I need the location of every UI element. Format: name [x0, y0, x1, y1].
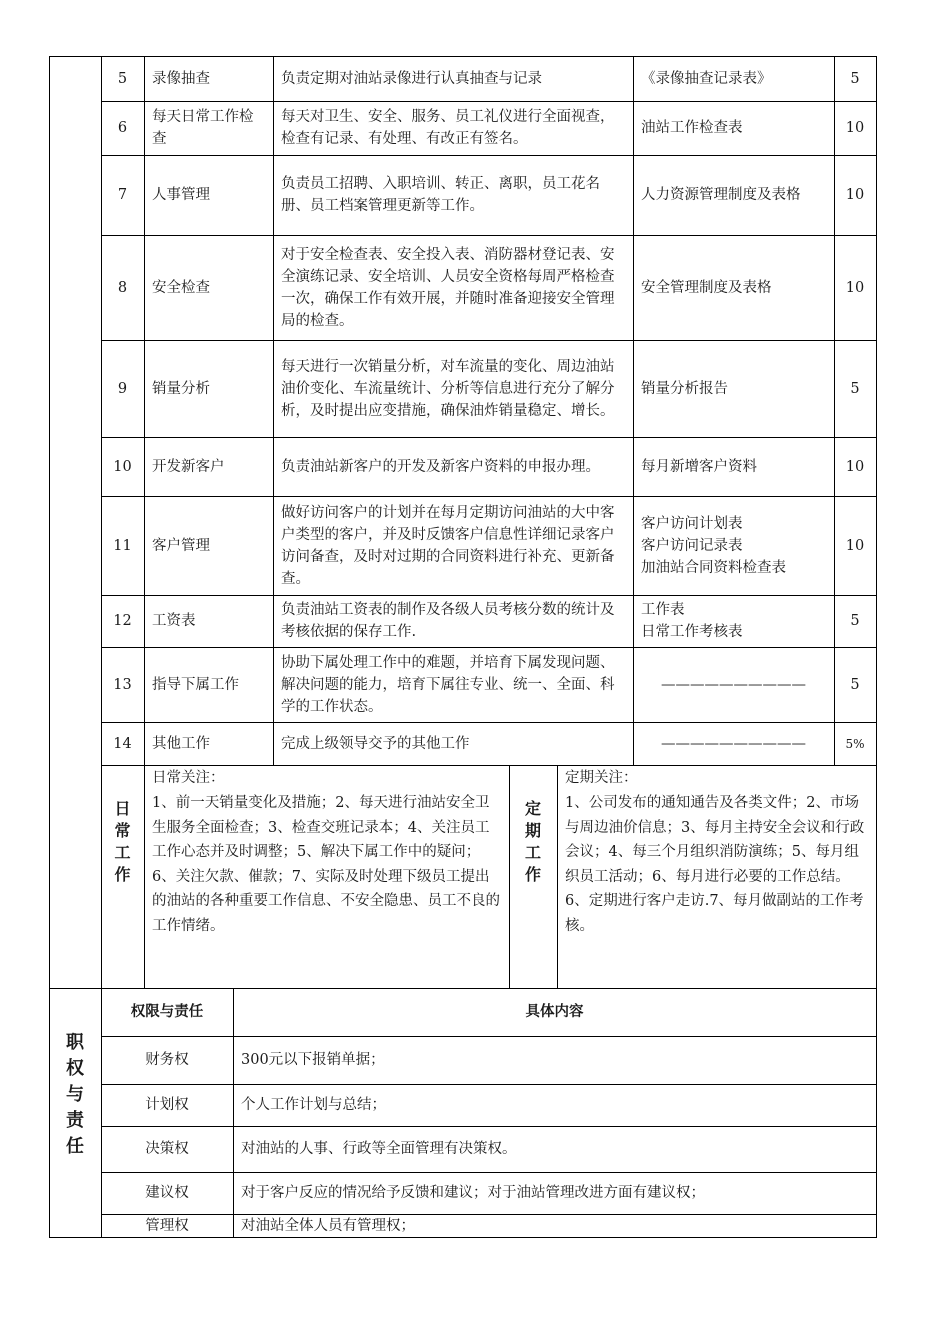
- task-weight: 5: [850, 676, 860, 693]
- task-output: 油站工作检查表: [641, 120, 743, 136]
- authority-header-left: 权限与责任: [130, 1004, 204, 1020]
- task-item: 开发新客户: [152, 458, 225, 475]
- authority-content: 300元以下报销单据；: [241, 1052, 385, 1068]
- task-weight: 10: [845, 187, 865, 203]
- task-number: 11: [113, 537, 132, 554]
- authority-content: 对油站的人事、行政等全面管理有决策权。: [241, 1141, 517, 1157]
- task-item: 每天日常工作检查: [152, 109, 254, 147]
- task-output: 《录像抽查记录表》: [641, 70, 772, 87]
- authority-content: 对油站全体人员有管理权；: [241, 1218, 415, 1234]
- task-number: 12: [113, 613, 132, 629]
- task-description: 每天进行一次销量分析，对车流量的变化、周边油站油价变化、车流量统计、分析等信息进行充分了解分析，及时提出应变措施，确保油炸销量稳定、增长。: [281, 358, 615, 419]
- task-weight: 5: [850, 380, 860, 397]
- authority-name: 建议权: [145, 1185, 189, 1201]
- table-horizontal-rule: [101, 765, 876, 766]
- authority-section-label: [49, 988, 101, 1238]
- task-weight: 10: [845, 537, 865, 554]
- task-weight: 5%: [845, 736, 865, 751]
- task-description: 协助下属处理工作中的难题，并培育下属发现问题、解决问题的能力，培育下属往专业、统一、全面、科学的工作状态。: [281, 654, 615, 715]
- task-output: ——————————: [661, 676, 806, 693]
- task-description: 负责员工招聘、入职培训、转正、离职，员工花名册、员工档案管理更新等工作。: [281, 176, 600, 214]
- task-number: 9: [117, 380, 128, 397]
- authority-name: 决策权: [145, 1141, 189, 1157]
- task-description: 负责油站新客户的开发及新客户资料的申报办理。: [281, 458, 600, 475]
- task-weight: 10: [845, 120, 865, 136]
- task-item: 工资表: [152, 613, 196, 629]
- task-description: 负责油站工资表的制作及各级人员考核分数的统计及考核依据的保存工作.: [281, 602, 615, 640]
- task-number: 5: [117, 70, 128, 87]
- task-number: 10: [113, 458, 132, 475]
- task-output: 销量分析报告: [641, 380, 728, 397]
- task-weight: 5: [850, 70, 860, 87]
- task-number: 13: [113, 676, 132, 693]
- task-number: 6: [117, 120, 128, 136]
- task-description: 完成上级领导交予的其他工作: [281, 735, 470, 752]
- task-item: 其他工作: [152, 735, 210, 752]
- task-description: 对于安全检查表、安全投入表、消防器材登记表、安全演练记录、安全培训、人员安全资格每周严格检查一次，确保工作有效开展，并随时准备迎接安全管理局的检查。: [281, 246, 615, 329]
- task-output: 客户访问计划表 客户访问记录表 加油站合同资料检查表: [641, 515, 786, 576]
- task-item: 安全检查: [152, 279, 210, 296]
- task-description: 负责定期对油站录像进行认真抽查与记录: [281, 70, 542, 87]
- periodic-focus-title: 定期关注：: [565, 770, 638, 786]
- task-weight: 10: [845, 458, 865, 475]
- task-description: 每天对卫生、安全、服务、员工礼仪进行全面视查，检查有记录、有处理、有改正有签名。: [281, 109, 615, 147]
- task-weight: 10: [845, 279, 865, 296]
- task-item: 人事管理: [152, 187, 210, 203]
- periodic-focus-content: 1、公司发布的通知通告及各类文件；2、市场与周边油价信息；3、每月主持安全会议和行政会议；4、每三个月组织消防演练；5、每月组织员工活动；6、每月进行必要的工作总结。6、定期进行客户走访.7、每月做副站的工作考核。: [565, 795, 865, 934]
- authority-name: 管理权: [145, 1218, 189, 1234]
- task-number: 8: [117, 279, 128, 296]
- task-number: 7: [117, 187, 128, 203]
- task-output: 工作表 日常工作考核表: [641, 602, 743, 640]
- task-description: 做好访问客户的计划并在每月定期访问油站的大中客户类型的客户，并及时反馈客户信息性详细记录客户访问备查，及时对过期的合同资料进行补充、更新备查。: [281, 504, 615, 587]
- task-item: 销量分析: [152, 380, 210, 397]
- authority-content: 个人工作计划与总结；: [241, 1097, 386, 1113]
- authority-section-label-text: 职权与责任: [66, 1032, 84, 1157]
- task-output: 安全管理制度及表格: [641, 279, 772, 296]
- task-weight: 5: [850, 613, 860, 629]
- authority-content: 对于客户反应的情况给予反馈和建议；对于油站管理改进方面有建议权；: [241, 1185, 705, 1201]
- task-number: 14: [113, 735, 132, 752]
- task-item: 指导下属工作: [152, 676, 239, 693]
- task-item: 客户管理: [152, 537, 210, 554]
- task-item: 录像抽查: [152, 70, 210, 87]
- daily-focus-content: 1、前一天销量变化及措施；2、每天进行油站安全卫生服务全面检查；3、检查交班记录本；4、关注员工工作心态并及时调整；5、解决下属工作中的疑问；6、关注欠款、催款；7、实际及时处理下级员工提出的油站的各种重要工作信息、不安全隐患、员工不良的工作情绪。: [152, 795, 500, 934]
- task-output: 每月新增客户资料: [641, 458, 757, 475]
- authority-header-right: 具体内容: [525, 1004, 584, 1020]
- authority-name: 财务权: [145, 1052, 189, 1068]
- periodic-work-label-text: 定期工作: [524, 798, 541, 884]
- task-output: ——————————: [661, 735, 806, 752]
- periodic-work-label: [509, 765, 557, 918]
- authority-name: 计划权: [145, 1097, 189, 1113]
- daily-work-label-text: 日常工作: [114, 798, 131, 884]
- daily-focus-title: 日常关注：: [152, 770, 225, 786]
- task-output: 人力资源管理制度及表格: [641, 187, 801, 203]
- daily-work-label: [101, 765, 144, 918]
